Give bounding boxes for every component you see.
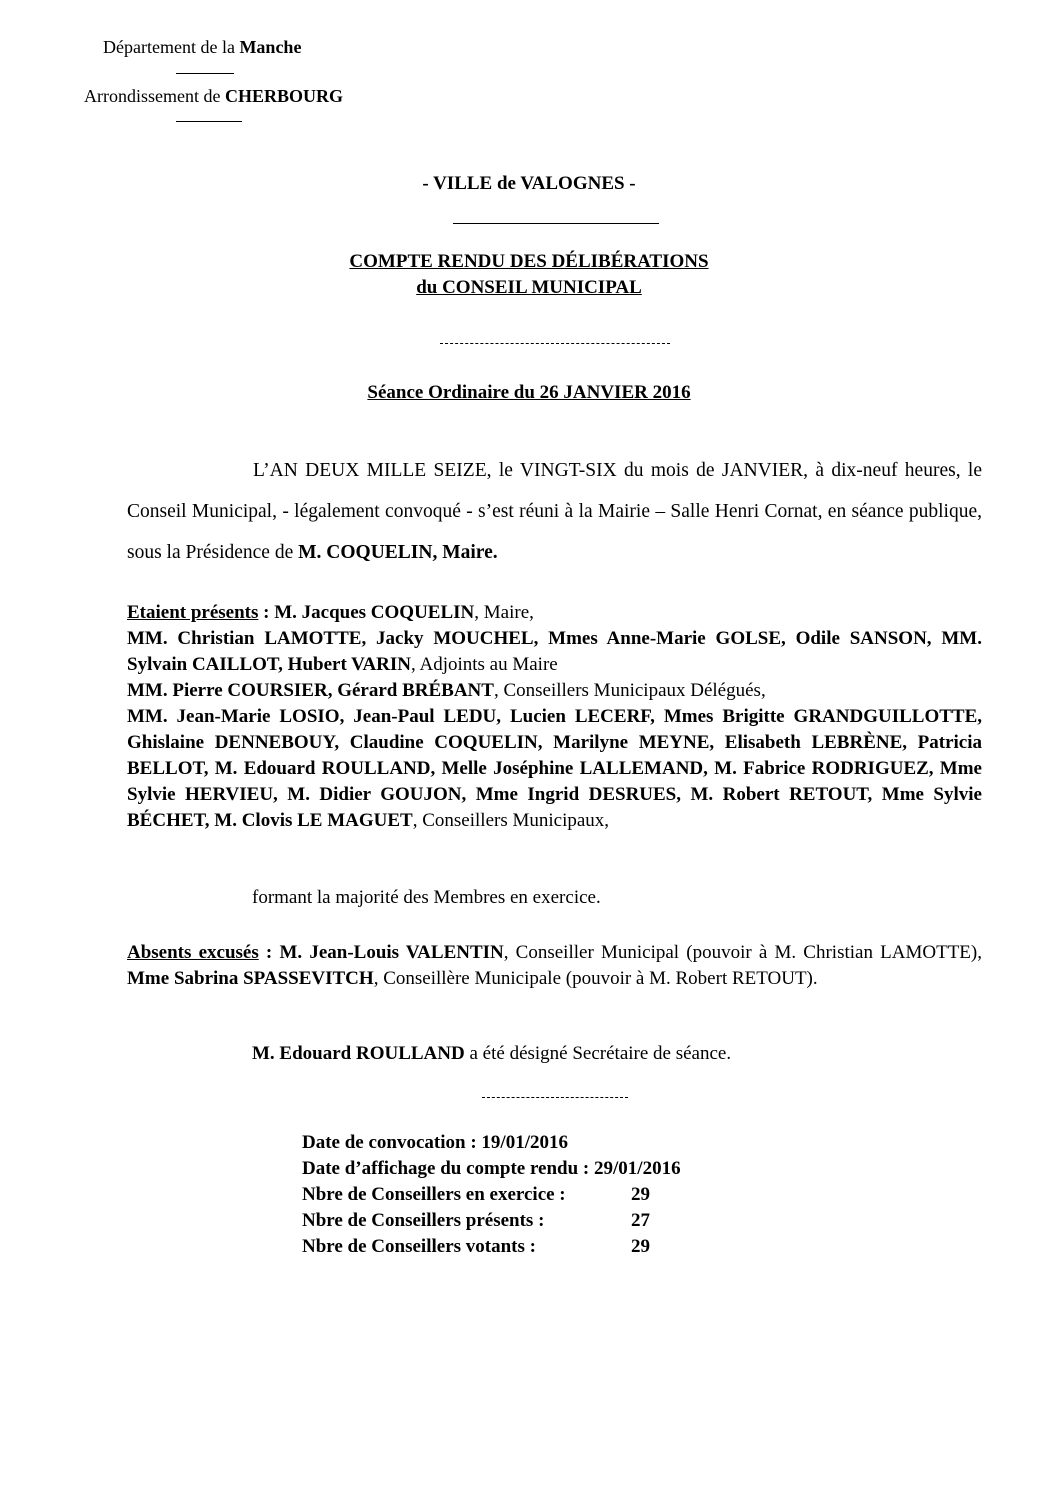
absents-segment: Mme Sabrina SPASSEVITCH [127, 968, 374, 989]
stat-votants-value: 29 [631, 1236, 650, 1257]
presents-segment: MM. Christian LAMOTTE, Jacky MOUCHEL, Mmes Anne-Marie GOLSE, Odile SANSON, MM. Sylvain CAILLOT, Hubert VARIN [127, 628, 982, 675]
dashed-separator-2 [482, 1097, 628, 1098]
presents-segment: , Conseillers Municipaux, [412, 810, 610, 831]
department-label: Département de la [103, 37, 235, 57]
absents-segment: , Conseiller Municipal (pouvoir à M. Christian LAMOTTE), [503, 942, 982, 963]
stats-block [302, 1130, 681, 1260]
intro-paragraph [127, 450, 982, 573]
stat-exercice-value: 29 [631, 1184, 650, 1205]
president-name: M. COQUELIN, Maire. [298, 542, 498, 563]
secretaire-name: M. Edouard ROULLAND [252, 1043, 465, 1064]
arrondissement-name: CHERBOURG [224, 86, 343, 106]
department-name: Manche [239, 37, 302, 57]
presents-label: Etaient présents [127, 602, 259, 623]
compte-rendu-title: COMPTE RENDU DES DÉLIBÉRATIONS [349, 251, 709, 272]
presents-segment: MM. Jean-Marie LOSIO, Jean-Paul LEDU, Lucien LECERF, Mmes Brigitte GRANDGUILLOTTE, Ghislaine DENNEBOUY, Claudine COQUELIN, Marilyne MEYNE, Elisabeth LEBRÈNE, Patricia BELLOT, M. Edouard ROULLAND, Melle Joséphine LALLEMAND, M. Fabrice RODRIGUEZ, Mme Sylvie HERVIEU, M. Didier GOUJON, Mme Ingrid DESRUES, M. Robert RETOUT, Mme Sylvie BÉCHET, M. Clovis LE MAGUET [127, 706, 982, 831]
presents-segment: MM. Pierre COURSIER, Gérard BRÉBANT [127, 680, 494, 701]
formant-line: formant la majorité des Membres en exercice. [252, 887, 601, 908]
stat-presents-value: 27 [631, 1210, 650, 1231]
secretaire-line [252, 1043, 731, 1065]
stat-convocation: Date de convocation : 19/01/2016 [302, 1132, 568, 1153]
intro-text: L’AN DEUX MILLE SEIZE, le VINGT-SIX du mois de JANVIER, à dix-neuf heures, le Conseil Municipal, - légalement convoqué - s’est réuni à la Mairie – Salle Henri Cornat, en séance publique, sous la Présidence de [127, 460, 982, 563]
header-rule-1 [176, 73, 234, 74]
secretaire-text: a été désigné Secrétaire de séance. [464, 1043, 732, 1064]
stat-votants [302, 1234, 681, 1260]
conseil-title: du CONSEIL MUNICIPAL [416, 277, 642, 298]
presents-segment: , Conseillers Municipaux Délégués, [493, 680, 766, 701]
absents-segment: , Conseillère Municipale (pouvoir à M. Robert RETOUT). [373, 968, 818, 989]
absents-label: Absents excusés [127, 942, 259, 963]
stat-exercice-label: Nbre de Conseillers en exercice : [302, 1184, 566, 1205]
presents-paragraph [127, 600, 982, 834]
stat-votants-label: Nbre de Conseillers votants : [302, 1236, 536, 1257]
ville-title: - VILLE de VALOGNES - [422, 173, 636, 194]
presents-segment: : [258, 602, 275, 623]
absents-segment: : [258, 942, 280, 963]
presents-segment: M. Jacques COQUELIN [274, 602, 475, 623]
arrondissement-label: Arrondissement de [84, 86, 221, 106]
arrondissement-line [84, 86, 343, 107]
stat-presents [302, 1208, 681, 1234]
ville-underline [453, 223, 659, 224]
presents-segment: , Maire, [474, 602, 534, 623]
dashed-separator-1 [440, 343, 670, 344]
presents-body [127, 602, 982, 831]
presents-segment: , Adjoints au Maire [411, 654, 558, 675]
absents-paragraph [127, 940, 982, 992]
stat-exercice [302, 1182, 681, 1208]
stat-presents-label: Nbre de Conseillers présents : [302, 1210, 545, 1231]
department-line [103, 37, 301, 58]
header-rule-2 [176, 121, 242, 122]
stat-affichage: Date d’affichage du compte rendu : 29/01/2016 [302, 1158, 681, 1179]
absents-segment: M. Jean-Louis VALENTIN [279, 942, 504, 963]
seance-title: Séance Ordinaire du 26 JANVIER 2016 [367, 382, 691, 403]
